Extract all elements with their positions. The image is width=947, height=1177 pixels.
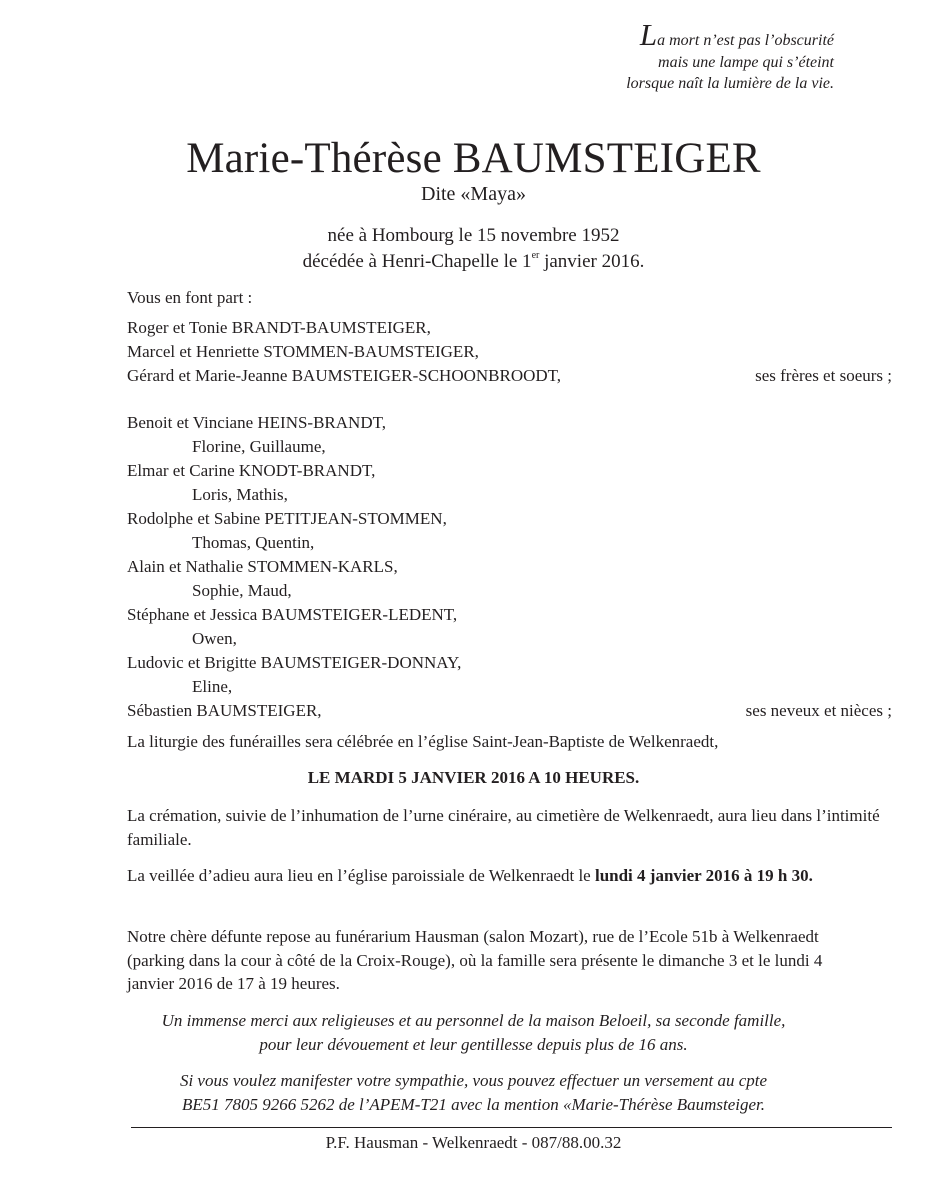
sibling-line: Gérard et Marie-Jeanne BAUMSTEIGER-SCHOONBROODT,	[127, 366, 562, 385]
deceased-nickname: Dite «Maya»	[421, 183, 526, 205]
nephew-children-line: Owen,	[192, 629, 237, 648]
nephew-children-line: Florine, Guillaume,	[192, 437, 326, 456]
epigraph-quote	[626, 17, 834, 95]
nephew-family-line: Ludovic et Brigitte BAUMSTEIGER-DONNAY,	[127, 653, 462, 672]
donation-line-2: BE51 7805 9266 5262 de l’APEM-T21 avec la mention «Marie-Thérèse Baumsteiger.	[181, 1095, 766, 1114]
quote-line-2: mais une lampe qui s’éteint	[658, 53, 834, 71]
sibling-line: Roger et Tonie BRANDT-BAUMSTEIGER,	[127, 318, 431, 337]
nephew-family-line: Rodolphe et Sabine PETITJEAN-STOMMEN,	[127, 509, 447, 528]
quote-initial: L	[639, 17, 658, 52]
donation-line-1: Si vous voulez manifester votre sympathie, vous pouvez effectuer un versement au cpte	[179, 1071, 768, 1090]
nephew-family-line: Elmar et Carine KNODT-BRANDT,	[127, 461, 376, 480]
quote-line-1: a mort n’est pas l’obscurité	[657, 32, 834, 49]
vigil-date: lundi 4 janvier 2016 à 19 h 30.	[594, 866, 813, 885]
death-sup: er	[531, 250, 540, 261]
footer-divider	[131, 1127, 892, 1128]
nephews-role: ses neveux et nièces ;	[745, 701, 892, 720]
nephew-children-line: Sophie, Maud,	[192, 581, 292, 600]
footer-funeral-home: P.F. Hausman - Welkenraedt - 087/88.00.32	[325, 1133, 622, 1152]
intro-line: Vous en font part :	[127, 288, 253, 307]
vigil-text: La veillée d’adieu aura lieu en l’église paroissiale de Welkenraedt le	[127, 866, 595, 885]
liturgy-line: La liturgie des funérailles sera célébrée en l’église Saint-Jean-Baptiste de Welkenraedt,	[127, 732, 719, 751]
nephew-children-line: Thomas, Quentin,	[192, 533, 315, 552]
death-prefix: décédée à Henri-Chapelle le 1	[302, 251, 532, 272]
vigil-paragraph	[127, 864, 872, 888]
siblings-role: ses frères et soeurs ;	[755, 366, 892, 385]
thanks-line-1: Un immense merci aux religieuses et au personnel de la maison Beloeil, sa seconde famille,	[161, 1011, 786, 1030]
thanks-line-2: pour leur dévouement et leur gentillesse depuis plus de 16 ans.	[259, 1035, 688, 1054]
ceremony-date: LE MARDI 5 JANVIER 2016 A 10 HEURES.	[307, 768, 640, 787]
death-line	[0, 251, 947, 273]
deceased-name: Marie-Thérèse BAUMSTEIGER	[186, 135, 761, 182]
nephew-children-line: Eline,	[192, 677, 233, 696]
nephew-family-line: Alain et Nathalie STOMMEN-KARLS,	[127, 557, 398, 576]
cremation-paragraph: La crémation, suivie de l’inhumation de l’urne cinéraire, au cimetière de Welkenraedt, aura lieu dans l’intimité familiale.	[127, 806, 880, 849]
nephew-family-line: Benoit et Vinciane HEINS-BRANDT,	[127, 413, 386, 432]
nephew-children-line: Loris, Mathis,	[192, 485, 288, 504]
nephew-family-line: Stéphane et Jessica BAUMSTEIGER-LEDENT,	[127, 605, 458, 624]
sibling-line: Marcel et Henriette STOMMEN-BAUMSTEIGER,	[127, 342, 479, 361]
birth-line: née à Hombourg le 15 novembre 1952	[327, 225, 620, 246]
death-suffix: janvier 2016.	[539, 251, 645, 272]
nephew-family-line: Sébastien BAUMSTEIGER,	[127, 701, 322, 720]
quote-line-3: lorsque naît la lumière de la vie.	[626, 75, 834, 92]
rest-paragraph: Notre chère défunte repose au funérarium Hausman (salon Mozart), rue de l’Ecole 51b à Welkenraedt (parking dans la cour à côté de la Croix-Rouge), où la famille sera présente le dimanche 3 et le lundi 4 janvier 2016 de 17 à 19 heures.	[127, 927, 823, 993]
